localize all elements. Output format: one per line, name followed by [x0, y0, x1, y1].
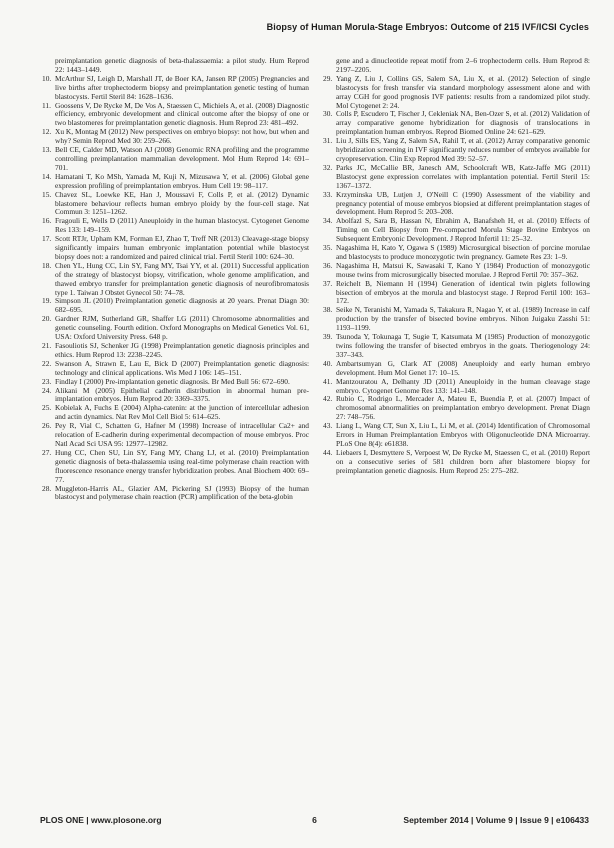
reference-text: Abolfazl S, Sara B, Hassan N, Ebrahim A, Banafsheh H, et al. (2010) Effects of Timing on Cell Biopsy from Pre-compacted Morula Stage Bovine Embryos on Subsequent Embryonic Development. J Reprod Infertil 11: 25–32. — [336, 216, 590, 244]
reference-text: Seike N, Teranishi M, Yamada S, Takakura R, Nagao Y, et al. (1989) Increase in calf production by the transfer of bisected bovine embryos. Nihon Juigaku Zasshi 51: 1193–1199. — [336, 305, 590, 333]
footer-page-number: 6 — [312, 815, 317, 825]
reference-text: Nagashima H, Kato Y, Ogawa S (1989) Microsurgical bisection of porcine morulae and blastocysts to produce monozygotic twin pregnancy. Gamete Res 23: 1–9. — [336, 243, 590, 261]
reference-number: 31. — [323, 136, 333, 146]
reference-text: Alikani M (2005) Epithelial cadherin distribution in abnormal human pre-implantation embryos. Hum Reprod 20: 3369–3375. — [55, 385, 309, 404]
reference-text: Mantzouratou A, Delhanty JD (2011) Aneuploidy in the human cleavage stage embryo. Cytogenet Genome Res 133: 141–148. — [336, 376, 590, 395]
reference-item — [323, 306, 590, 333]
reference-text: Chavez SL, Loewke KE, Han J, Moussavi F, Colls P, et al. (2012) Dynamic blastomere behaviour reflects human embryo ploidy by the four-cell stage. Nat Commun 3: 1251–1262. — [55, 189, 309, 217]
reference-item — [323, 449, 590, 476]
reference-item — [42, 342, 309, 360]
reference-text: Krzyminska UB, Lutjen J, O'Neill C (1990) Assessment of the viability and pregnancy potential of mouse embryos biopsied at different preimplantation stages of development. Hum Reprod 5: 203–208. — [336, 189, 590, 217]
reference-text: Swanson A, Strawn E, Lau E, Bick D (2007) Preimplantation genetic diagnosis: technology and clinical applications. Wis Med J 106: 145–151. — [55, 358, 309, 377]
reference-item — [42, 262, 309, 298]
reference-number: 44. — [323, 447, 333, 457]
reference-number: 21. — [42, 341, 52, 350]
reference-item — [42, 146, 309, 173]
reference-number: 24. — [42, 385, 52, 395]
reference-number: 36. — [323, 260, 333, 270]
reference-text: Liang L, Wang CT, Sun X, Liu L, Li M, et al. (2014) Identification of Chromosomal Errors in Human Preimplantation Embryos with Oligonucleotide DNA Microarray. PLoS One 8(4): e61838. — [336, 421, 590, 448]
footer-issue-info: September 2014 | Volume 9 | Issue 9 | e106433 — [403, 815, 589, 825]
reference-item — [42, 102, 309, 129]
reference-item — [42, 387, 309, 405]
references-left-column — [42, 57, 309, 502]
reference-number: 23. — [42, 376, 52, 386]
reference-item — [323, 395, 590, 422]
reference-number: 20. — [42, 314, 52, 324]
reference-item — [42, 404, 309, 422]
reference-text: Kobielak A, Fuchs E (2004) Alpha-catenin: at the junction of intercellular adhesion and actin dynamics. Nat Rev Mol Cell Biol 5: 614–625. — [55, 403, 309, 422]
reference-number: 22. — [42, 358, 52, 368]
reference-number: 14. — [42, 171, 52, 181]
reference-number: 25. — [42, 403, 52, 413]
reference-text: Scott RTJr, Upham KM, Forman EJ, Zhao T, Treff NR (2013) Cleavage-stage biopsy significantly impairs human embryonic implantation potential while blastocyst biopsy does not: a randomized and paired clinical trial. Fertil Steril 100: 624–30. — [55, 234, 309, 261]
reference-text: Fragouli E, Wells D (2011) Aneuploidy in the human blastocyst. Cytogenet Genome Res 133: 149–159. — [55, 216, 309, 235]
reference-item — [323, 110, 590, 137]
reference-text: Findlay I (2000) Pre-implantation genetic diagnosis. Br Med Bull 56: 672–690. — [55, 376, 290, 386]
reference-number: 11. — [42, 100, 51, 110]
reference-text: Ambartsumyan G, Clark AT (2008) Aneuploidy and early human embryo development. Hum Mol Genet 17: 10–15. — [336, 358, 590, 377]
reference-text: Xu K, Montag M (2012) New perspectives on embryo biopsy: not how, but when and why? Semin Reprod Med 30: 259–266. — [55, 127, 309, 146]
reference-text: Fasouliotis SJ, Schenker JG (1998) Preimplantation genetic diagnosis principles and ethics. Hum Reprod 13: 2238–2245. — [55, 341, 309, 359]
reference-item — [42, 217, 309, 235]
reference-text: Hung CC, Chen SU, Lin SY, Fang MY, Chang LJ, et al. (2010) Preimplantation genetic diagnosis of beta-thalassemia using real-time polymerase chain reaction with fluorescence resonance energy transfer hybridization probes. Anal Biochem 400: 69–77. — [55, 447, 309, 484]
reference-text: Tsunoda Y, Tokunaga T, Sugie T, Katsumata M (1985) Production of monozygotic twins following the transfer of bisected embryos in the goats. Theriogenology 24: 337–343. — [336, 332, 590, 359]
reference-number: 30. — [323, 109, 333, 119]
reference-number: 37. — [323, 278, 333, 288]
reference-item — [42, 449, 309, 485]
reference-item — [323, 164, 590, 191]
reference-text: Liebaers I, Desmyttere S, Verpoest W, De Rycke M, Staessen C, et al. (2010) Report on a consecutive series of 581 children born after blastomere biopsy for preimplantation genetic diagnosis. Hum Reprod 25: 275–282. — [336, 447, 590, 475]
reference-item — [42, 297, 309, 315]
reference-item — [323, 262, 590, 280]
reference-text: Parks JC, McCallie BR, Janesch AM, Schoolcraft WB, Katz-Jaffe MG (2011) Blastocyst gene expression correlates with implantation potential. Fertil Steril 15: 1367–1372. — [336, 162, 590, 190]
page-footer — [40, 815, 589, 825]
reference-item — [323, 244, 590, 262]
reference-text: Reichelt B, Niemann H (1994) Generation of identical twin piglets following bisection of embryos at the morula and blastocyst stage. J Reprod Fertil 100: 163–172. — [336, 278, 590, 306]
reference-number: 10. — [42, 73, 52, 83]
reference-carryover-text: gene and a dinucleotide repeat motif from 2–6 trophectoderm cells. Hum Reprod 8: 2197–2205. — [336, 56, 590, 74]
reference-item — [42, 173, 309, 191]
reference-number: 19. — [42, 296, 52, 306]
reference-number: 12. — [42, 127, 52, 137]
reference-number: 28. — [42, 483, 52, 493]
reference-item — [42, 191, 309, 218]
reference-carryover-text: preimplantation genetic diagnosis of beta-thalassaemia: a pilot study. Hum Reprod 22: 1443–1449. — [55, 56, 309, 74]
reference-item — [323, 217, 590, 244]
reference-item — [323, 360, 590, 378]
reference-number: 33. — [323, 189, 333, 199]
reference-number: 16. — [42, 216, 52, 226]
reference-text: McArthur SJ, Leigh D, Marshall JT, de Boer KA, Jansen RP (2005) Pregnancies and live births after trophectoderm biopsy and preimplantation genetic testing of human blastocysts. Fertil Steril 84: 1628–1636. — [55, 73, 309, 101]
reference-text: Muggleton-Harris AL, Glazier AM, Pickering SJ (1993) Biopsy of the human blastocyst and polymerase chain reaction (PCR) amplification of the beta-globin — [55, 483, 309, 502]
reference-number: 27. — [42, 447, 52, 457]
reference-item — [323, 422, 590, 449]
reference-number: 17. — [42, 234, 52, 244]
reference-text: Rubio C, Rodrigo L, Mercader A, Mateu E, Buendía P, et al. (2007) Impact of chromosomal abnormalities on preimplantation embryo development. Prenat Diagn 27: 748–756. — [336, 394, 590, 422]
reference-item — [42, 315, 309, 342]
reference-number: 41. — [323, 376, 333, 386]
reference-item — [323, 137, 590, 164]
reference-text: Nagashima H, Matsui K, Sawasaki T, Kano Y (1984) Production of monozygotic mouse twins from microsurgically bisected morulae. J Reprod Fertil 70: 357–362. — [336, 260, 590, 279]
reference-text: Colls P, Escudero T, Fischer J, Cekleniak NA, Ben-Ozer S, et al. (2012) Validation of array comparative genome hybridization for diagnosis of translocations in preimplantation human embryos. Reprod Biomed Online 24: 621–629. — [336, 109, 590, 137]
reference-item — [42, 128, 309, 146]
reference-text: Simpson JL (2010) Preimplantation genetic diagnosis at 20 years. Prenat Diagn 30: 682–695. — [55, 296, 309, 315]
reference-number: 38. — [323, 305, 333, 315]
reference-item — [323, 333, 590, 360]
reference-item — [323, 280, 590, 307]
reference-number: 42. — [323, 394, 333, 404]
reference-number: 15. — [42, 189, 52, 199]
reference-number: 18. — [42, 260, 52, 270]
references-right-column — [323, 57, 590, 502]
reference-item — [42, 360, 309, 378]
reference-number: 26. — [42, 421, 52, 431]
reference-text: Goossens V, De Rycke M, De Vos A, Staessen C, Michiels A, et al. (2008) Diagnostic efficiency, embryonic development and clinical outcome after the biopsy of one or two blastomeres for preimplantation genetic diagnosis. Hum Reprod 23: 481–492. — [55, 100, 309, 128]
reference-item — [42, 75, 309, 102]
reference-number: 29. — [323, 73, 333, 83]
reference-number: 40. — [323, 358, 333, 368]
reference-text: Gardner RJM, Sutherland GR, Shaffer LG (2011) Chromosome abnormalities and genetic counseling. Fourth edition. Oxford Monographs on Medical Genetics Vol. 61, USA: Oxford University Press. 648 p. — [55, 314, 309, 342]
reference-text: Chen YL, Hung CC, Lin SY, Fang MY, Tsai YY, et al. (2011) Successful application of the strategy of blastocyst biopsy, vitrification, whole genome amplification, and thawed embryo transfer for preimplantation genetic diagnosis of neurofibromatosis type 1. Taiwan J Obstet Gynecol 50: 74–78. — [55, 260, 309, 297]
reference-number: 35. — [323, 243, 333, 253]
references-section — [42, 57, 590, 502]
reference-item — [42, 422, 309, 449]
reference-text: Bell CE, Calder MD, Watson AJ (2008) Genomic RNA profiling and the programme controlling preimplantation mammalian development. Mol Hum Reprod 14: 691–701. — [55, 145, 309, 172]
reference-number: 39. — [323, 332, 333, 342]
reference-item — [323, 191, 590, 218]
reference-item — [42, 235, 309, 262]
reference-text: Pey R, Vial C, Schatten G, Hafner M (1998) Increase of intracellular Ca2+ and relocation of E-cadherin during experimental decompaction of mouse embryos. Proc Natl Acad Sci USA 95: 12977–12982. — [55, 421, 309, 448]
reference-number: 32. — [323, 162, 333, 172]
reference-number: 13. — [42, 145, 52, 155]
reference-item — [323, 75, 590, 111]
reference-number: 34. — [323, 216, 333, 226]
running-title: Biopsy of Human Morula-Stage Embryos: Outcome of 215 IVF/ICSI Cycles — [266, 22, 589, 32]
reference-number: 43. — [323, 421, 333, 431]
reference-item — [323, 378, 590, 396]
reference-text: Yang Z, Liu J, Collins GS, Salem SA, Liu X, et al. (2012) Selection of single blastocysts for fresh transfer via standard morphology assessment alone and with array CGH for good prognosis IVF patients: results from a randomized pilot study. Mol Cytogenet 2: 24. — [336, 73, 590, 110]
footer-journal: PLOS ONE | www.plosone.org — [40, 815, 162, 825]
reference-text: Hamatani T, Ko MSh, Yamada M, Kuji N, Mizusawa Y, et al. (2006) Global gene expression profiling of preimplantation embryos. Hum Cell 19: 98–117. — [55, 171, 309, 190]
reference-text: Liu J, Sills ES, Yang Z, Salem SA, Rahil T, et al. (2012) Array comparative genomic hybridization screening in IVF significantly reduces number of embryos available for cryopreservation. Clin Exp Reprod Med 39: 52–57. — [336, 136, 590, 163]
reference-item — [42, 485, 309, 503]
